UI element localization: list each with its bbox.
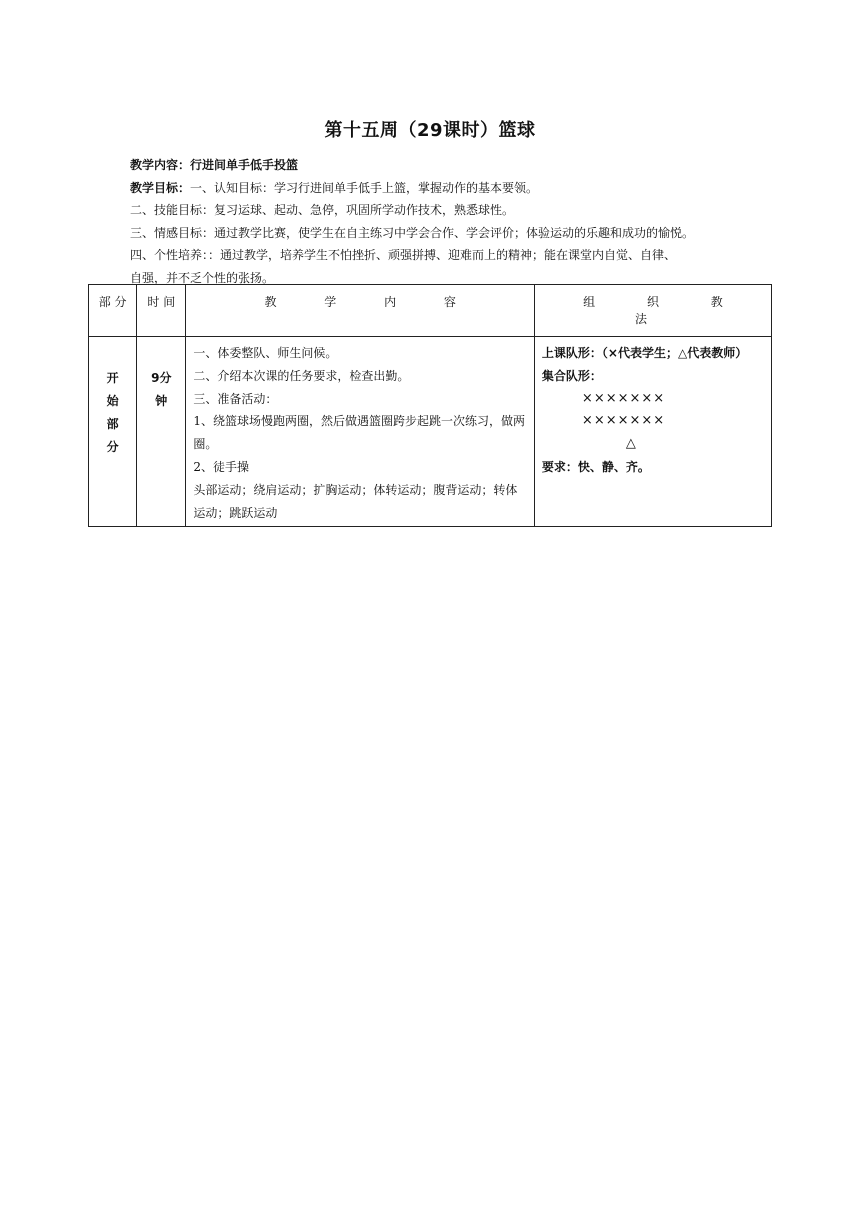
header-part: 部 分 xyxy=(89,285,137,337)
part-char: 始 xyxy=(106,394,119,408)
content-label: 教学内容： xyxy=(130,158,191,172)
page-title: 第十五周（29课时）篮球 xyxy=(324,120,536,141)
content-line xyxy=(130,154,770,177)
lesson-plan-table xyxy=(88,284,772,527)
formation-label: 上课队形：（×代表学生；△代表教师） xyxy=(541,346,748,360)
content-line: 1、绕篮球场慢跑两圈，然后做遇篮圈跨步起跳一次练习，做两圈。 xyxy=(193,414,526,452)
method-cell xyxy=(534,337,771,527)
student-row-1: ××××××× xyxy=(581,390,666,406)
header-content: 教 学 内 容 xyxy=(186,285,535,337)
student-row-2: ××××××× xyxy=(581,413,666,429)
goal-line-4: 四、个性培养：：通过教学，培养学生不怕挫折、顽强拼搏、迎难而上的精神；能在课堂内自觉、自律、 xyxy=(130,248,677,262)
time-cell xyxy=(137,337,186,527)
header-time: 时 间 xyxy=(137,285,186,337)
table-header-row xyxy=(89,285,772,337)
goal-1-text: 一、认知目标：学习行进间单手低手上篮，掌握动作的基本要领。 xyxy=(190,180,539,195)
gather-label: 集合队形： xyxy=(541,368,602,383)
content-line: 头部运动；绕肩运动；扩胸运动；体转运动；腹背运动；转体运动；跳跃运动 xyxy=(193,482,518,520)
goal-line-2: 二、技能目标：复习运球、起动、急停，巩固所学动作技术，熟悉球性。 xyxy=(130,203,515,217)
table-row xyxy=(89,337,772,527)
goal-line-4-cont: 自强，并不乏个性的张扬。 xyxy=(130,270,275,285)
lesson-intro xyxy=(130,154,770,289)
content-line: 一、体委整队、师生问候。 xyxy=(193,346,338,360)
content-cell xyxy=(186,337,535,527)
time-line: 9分 xyxy=(151,371,172,385)
content-value: 行进间单手低手投篮 xyxy=(190,158,299,172)
goal-line-1 xyxy=(130,177,770,200)
goal-label: 教学目标： xyxy=(130,180,191,195)
content-line: 2、徒手操 xyxy=(193,459,250,474)
content-line: 三、准备活动： xyxy=(193,391,278,406)
header-method: 组 织 教 法 xyxy=(534,285,771,337)
content-line: 二、介绍本次课的任务要求，检查出勤。 xyxy=(193,368,410,383)
part-char: 开 xyxy=(106,371,119,385)
part-char: 分 xyxy=(106,440,119,454)
requirement-text: 要求：快、静、齐。 xyxy=(541,459,650,474)
part-char: 部 xyxy=(106,417,119,431)
time-line: 钟 xyxy=(155,394,168,408)
goal-line-3: 三、情感目标：通过教学比赛，使学生在自主练习中学会合作、学会评价；体验运动的乐趣和成功的愉悦。 xyxy=(130,225,695,240)
part-cell xyxy=(89,337,137,527)
teacher-marker: △ xyxy=(625,436,636,452)
